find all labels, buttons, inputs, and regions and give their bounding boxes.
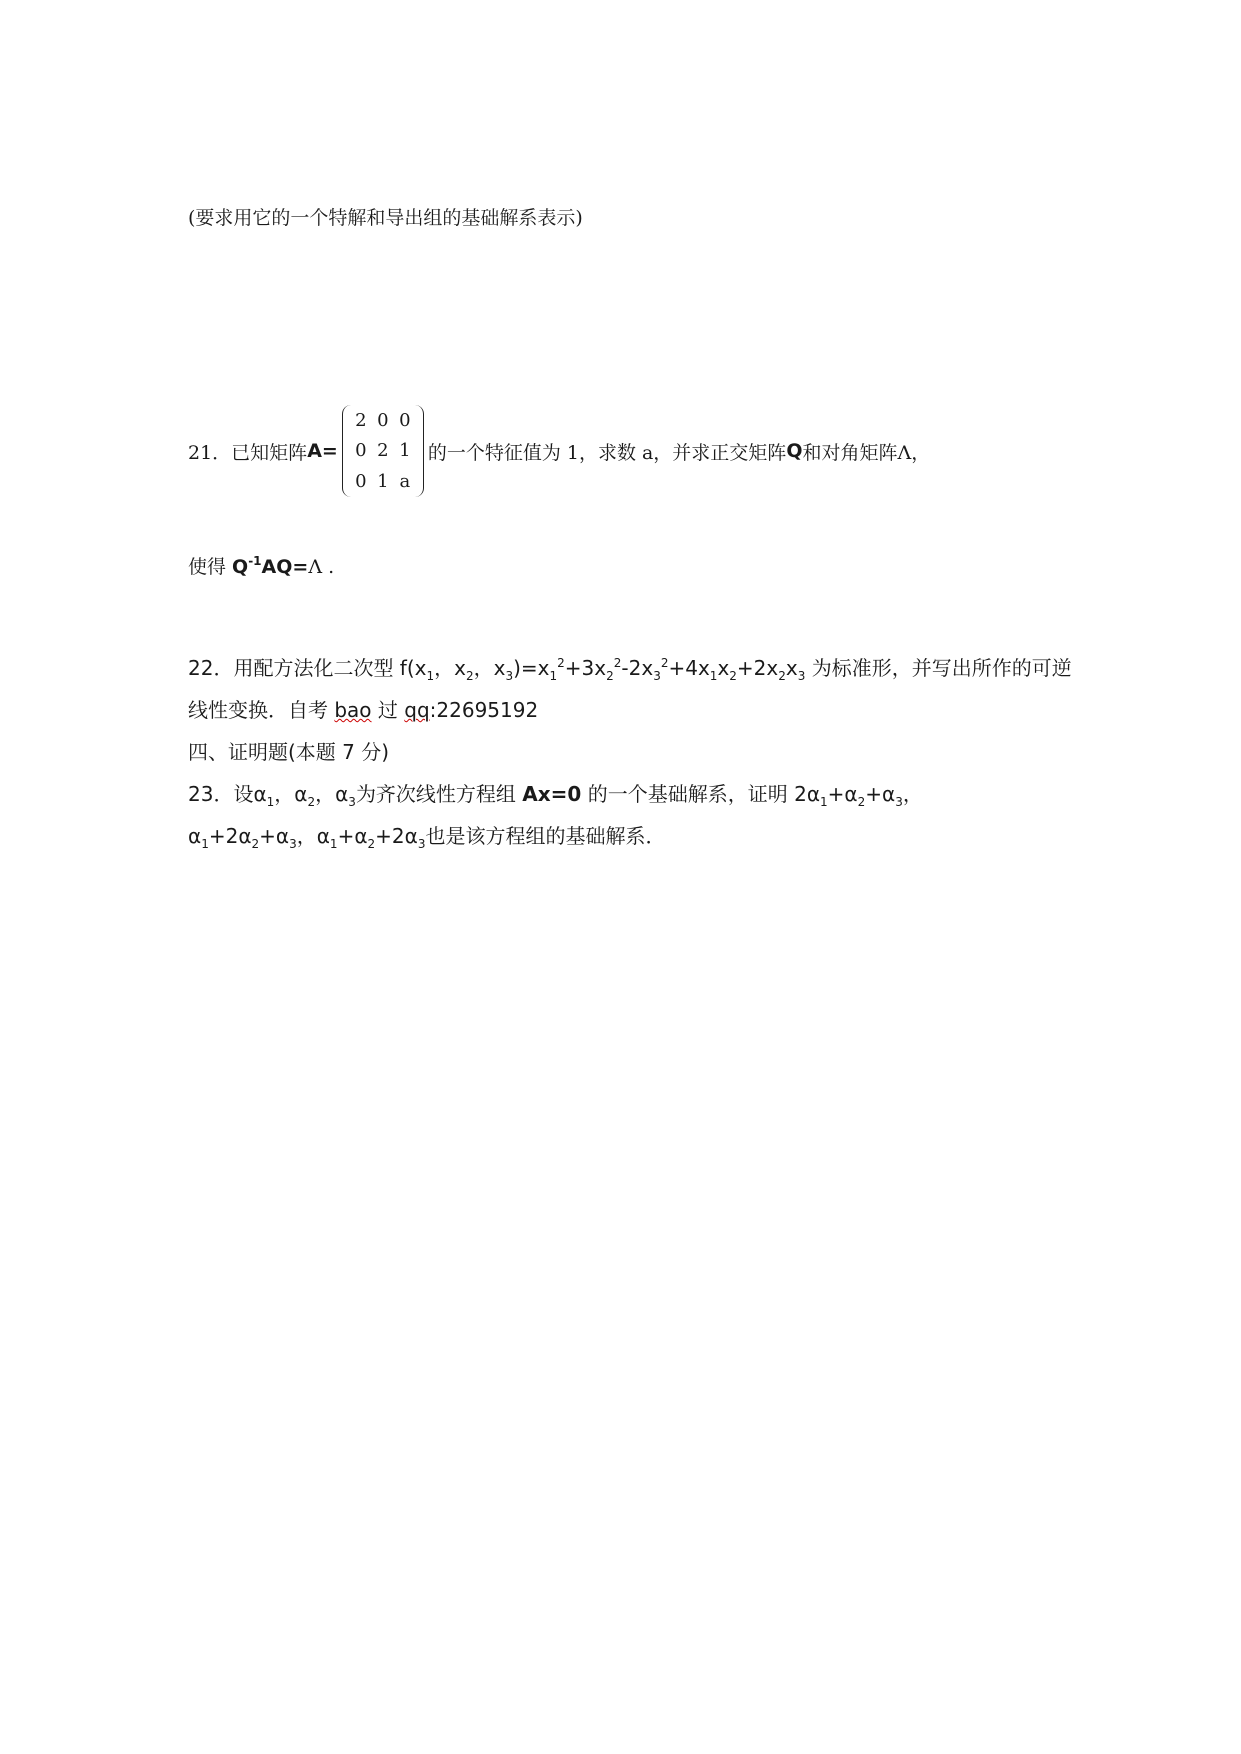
equation: Ax=0 — [522, 782, 582, 806]
q22-text: )=x — [513, 656, 550, 680]
sub: 1 — [820, 795, 828, 809]
q22-text: +2x — [736, 656, 779, 680]
q22-text: +4x — [668, 656, 710, 680]
q21-text-2: 和对角矩阵 — [802, 441, 898, 464]
matrix-cell: 0 — [355, 471, 367, 493]
sub: 2 — [307, 795, 316, 809]
matrix-cell: 0 — [377, 409, 389, 431]
alpha: α — [188, 824, 202, 848]
sub: 3 — [417, 837, 426, 851]
sub: 1 — [426, 669, 435, 683]
alpha: α — [275, 824, 290, 848]
q22-text: 22．用配方法化二次型 f(x — [188, 656, 427, 680]
alpha: α — [882, 782, 896, 806]
q22-text: x — [785, 656, 798, 680]
q23-text: 23．设 — [188, 782, 254, 806]
alpha: α — [354, 824, 368, 848]
q22-text: +3x — [564, 656, 607, 680]
intro-note: (要求用它的一个特解和导出组的基础解系表示) — [188, 207, 583, 229]
alpha: α — [238, 824, 252, 848]
q23-text: + — [259, 824, 276, 848]
q22-text: ，x — [473, 656, 506, 680]
q21-prefix: 21．已知矩阵 — [188, 441, 308, 464]
alpha: α — [316, 824, 330, 848]
q23-text: ， — [274, 782, 295, 806]
matrix-cell: a — [399, 471, 411, 493]
eq-inverse: -1 — [248, 554, 262, 568]
sub: 2 — [251, 837, 260, 851]
sub: 3 — [895, 795, 903, 809]
q23-text: 也是该方程组的基础解系． — [425, 824, 666, 848]
q23-text: ， — [315, 782, 336, 806]
q23-text: ， — [296, 824, 317, 848]
misspelled-word: qq — [404, 698, 430, 722]
q23-text: +2 — [375, 824, 405, 848]
alpha: α — [806, 782, 820, 806]
q23-text: 为齐次线性方程组 — [355, 782, 523, 806]
eq-lambda: Λ . — [308, 556, 335, 578]
question-23-line1 — [188, 778, 923, 809]
q21-line2-prefix: 使得 — [188, 556, 233, 578]
question-21-line2 — [188, 552, 334, 579]
q23-text: + — [827, 782, 845, 806]
alpha: α — [404, 824, 418, 848]
sub: 2 — [606, 669, 614, 683]
q21-text-1: 的一个特征值为 1，求数 a，并求正交矩阵 — [427, 441, 787, 464]
lambda-symbol: Λ， — [897, 441, 931, 464]
sub: 2 — [857, 795, 866, 809]
sub: 3 — [289, 837, 297, 851]
sub: 2 — [729, 669, 737, 683]
matrix-cell: 0 — [355, 440, 367, 462]
question-22-line2 — [188, 694, 538, 723]
sub: 3 — [348, 795, 356, 809]
matrix-cell: 1 — [399, 440, 411, 462]
q23-text: +2 — [208, 824, 239, 848]
sub: 1 — [266, 795, 275, 809]
eq-q: Q — [232, 556, 249, 578]
matrix-cell: 2 — [377, 440, 389, 462]
alpha: α — [335, 782, 349, 806]
q23-text: ， — [902, 782, 923, 806]
matrix-cell: 1 — [377, 471, 389, 493]
q23-text: 的一个基础解系，证明 2 — [581, 782, 807, 806]
q22-text: x — [717, 656, 730, 680]
misspelled-word: bao — [334, 698, 372, 722]
q-symbol: Q — [786, 440, 803, 462]
sup: 2 — [613, 656, 622, 670]
question-22-line1 — [188, 652, 1072, 683]
matrix-label: A= — [307, 440, 338, 462]
section-heading-proof: 四、证明题(本题 7 分) — [188, 740, 390, 764]
sub: 2 — [778, 669, 786, 683]
alpha: α — [844, 782, 858, 806]
question-21 — [188, 405, 930, 497]
sub: 2 — [465, 669, 474, 683]
sub: 1 — [549, 669, 558, 683]
sub: 1 — [709, 669, 718, 683]
matrix-a — [342, 405, 424, 497]
q23-text: + — [337, 824, 355, 848]
sup: 2 — [660, 656, 669, 670]
matrix-cell: 2 — [355, 409, 367, 431]
right-paren — [415, 405, 424, 497]
alpha: α — [294, 782, 308, 806]
sub: 1 — [329, 837, 338, 851]
sub: 3 — [797, 669, 806, 683]
question-23-line2 — [188, 820, 665, 851]
alpha: α — [253, 782, 267, 806]
q22-text: 过 — [371, 698, 405, 722]
q22-text: :22695192 — [429, 698, 539, 722]
sub: 3 — [505, 669, 514, 683]
eq-aq: AQ= — [261, 556, 309, 578]
matrix-cell: 0 — [399, 409, 411, 431]
q22-text: 线性变换．自考 — [188, 698, 335, 722]
q23-text: + — [865, 782, 882, 806]
sup: 2 — [557, 656, 565, 670]
sub: 2 — [367, 837, 376, 851]
q22-text: -2x — [621, 656, 654, 680]
sub: 1 — [201, 837, 209, 851]
q22-text: ，x — [434, 656, 466, 680]
sub: 3 — [653, 669, 661, 683]
q22-text: 为标准形，并写出所作的可逆 — [805, 656, 1072, 680]
